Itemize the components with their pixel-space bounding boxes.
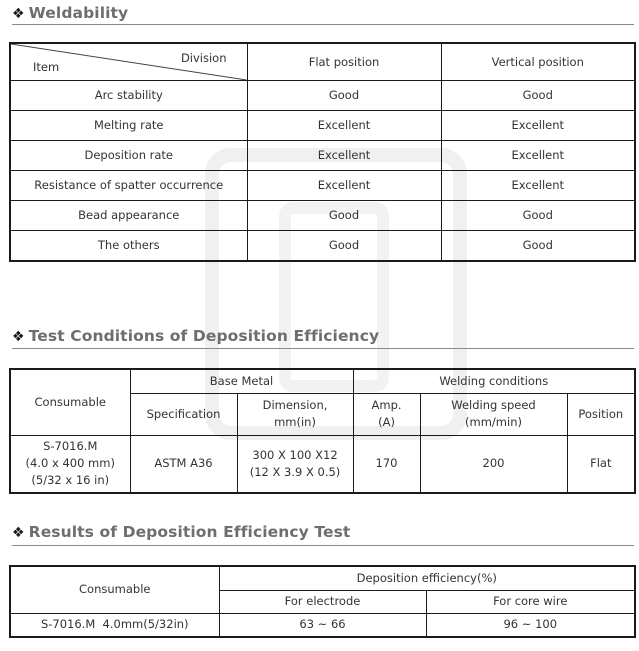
consumable-header: Consumable	[10, 566, 219, 613]
test-conditions-table	[9, 368, 636, 494]
diamond-bullet-icon: ❖	[12, 525, 25, 541]
table-header-row	[10, 566, 635, 590]
weldability-table	[9, 42, 636, 262]
vertical-value: Excellent	[441, 111, 635, 141]
base-metal-header: Base Metal	[130, 369, 353, 393]
vertical-value: Good	[441, 81, 635, 111]
flat-value: Good	[247, 201, 441, 231]
table-header-row	[10, 43, 635, 81]
item-label: Item	[33, 60, 60, 74]
consumable-line-3: (5/32 x 16 in)	[31, 473, 110, 488]
consumable-header: Consumable	[10, 369, 130, 435]
dimension-line-1: 300 X 100 X12	[252, 447, 338, 462]
section-divider	[12, 545, 634, 546]
row-item: The others	[10, 231, 247, 262]
specification-value: ASTM A36	[130, 435, 237, 493]
column-header-vertical: Vertical position	[441, 43, 635, 81]
diamond-bullet-icon: ❖	[12, 329, 25, 345]
row-item: Arc stability	[10, 81, 247, 111]
for-electrode-header: For electrode	[219, 590, 426, 613]
dimension-line-2: (12 X 3.9 X 0.5)	[249, 464, 341, 479]
flat-value: Good	[247, 81, 441, 111]
row-item: Deposition rate	[10, 141, 247, 171]
table-row	[10, 435, 635, 493]
results-table	[9, 565, 636, 638]
table-row	[10, 171, 635, 201]
consumable-line-1: S-7016.M	[43, 439, 98, 454]
welding-speed-header	[420, 393, 567, 435]
dimension-header	[237, 393, 353, 435]
amp-header-line-1: Amp.	[371, 398, 402, 412]
section-title-text: Test Conditions of Deposition Efficiency	[28, 327, 380, 345]
division-label: Division	[180, 51, 227, 65]
amp-header	[353, 393, 420, 435]
consumable-line-2: (4.0 x 400 mm)	[25, 456, 115, 471]
welding-conditions-header: Welding conditions	[353, 369, 635, 393]
dimension-value	[237, 435, 353, 493]
vertical-value: Excellent	[441, 171, 635, 201]
section-title-results	[12, 523, 350, 541]
amp-header-line-2: (A)	[378, 415, 395, 429]
welding-speed-value: 200	[420, 435, 567, 493]
electrode-value: 63 ~ 66	[219, 613, 426, 637]
section-divider	[12, 24, 634, 25]
for-core-wire-header: For core wire	[426, 590, 635, 613]
section-title-test-conditions	[12, 327, 379, 345]
column-header-flat: Flat position	[247, 43, 441, 81]
row-item: Melting rate	[10, 111, 247, 141]
dimension-header-line-1: Dimension,	[262, 398, 328, 412]
section-title-weldability	[12, 4, 128, 22]
section-title-text: Results of Deposition Efficiency Test	[28, 523, 351, 541]
table-header-row	[10, 369, 635, 393]
speed-header-line-2: (mm/min)	[465, 415, 522, 429]
row-item: Resistance of spatter occurrence	[10, 171, 247, 201]
vertical-value: Good	[441, 231, 635, 262]
flat-value: Good	[247, 231, 441, 262]
deposition-efficiency-header: Deposition efficiency(%)	[219, 566, 635, 590]
position-header: Position	[567, 393, 635, 435]
vertical-value: Excellent	[441, 141, 635, 171]
section-title-text: Weldability	[28, 4, 129, 22]
speed-header-line-1: Welding speed	[451, 398, 536, 412]
flat-value: Excellent	[247, 171, 441, 201]
table-row	[10, 111, 635, 141]
flat-value: Excellent	[247, 141, 441, 171]
vertical-value: Good	[441, 201, 635, 231]
diamond-bullet-icon: ❖	[12, 6, 25, 22]
flat-value: Excellent	[247, 111, 441, 141]
table-row	[10, 201, 635, 231]
table-row	[10, 613, 635, 637]
row-item: Bead appearance	[10, 201, 247, 231]
table-row	[10, 141, 635, 171]
table-row	[10, 81, 635, 111]
consumable-value	[10, 435, 130, 493]
division-item-corner-cell	[10, 43, 247, 81]
specification-header: Specification	[130, 393, 237, 435]
dimension-header-line-2: mm(in)	[274, 415, 316, 429]
core-wire-value: 96 ~ 100	[426, 613, 635, 637]
position-value: Flat	[567, 435, 635, 493]
table-row	[10, 231, 635, 262]
amp-value: 170	[353, 435, 420, 493]
section-divider	[12, 348, 634, 349]
consumable-value: S-7016.M 4.0mm(5/32in)	[10, 613, 219, 637]
